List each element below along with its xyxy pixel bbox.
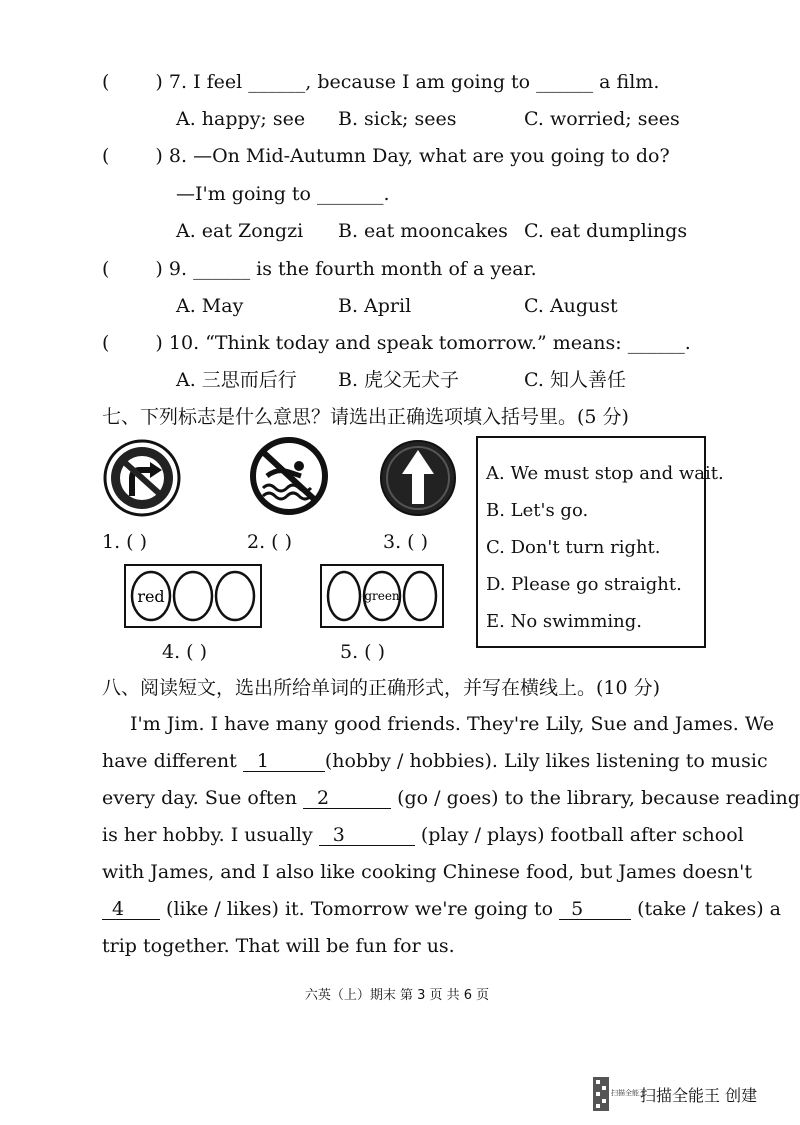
question-10	[102, 331, 691, 355]
green-light-label: green	[364, 589, 400, 603]
option-c: C. eat dumplings	[524, 220, 688, 242]
option-a: A. 三思而后行	[176, 369, 297, 391]
sign-1-label: 1. ( )	[102, 531, 148, 553]
answer-paren-close: )	[155, 71, 163, 93]
sign-2-label: 2. ( )	[247, 531, 293, 553]
question-7	[102, 70, 659, 94]
question-number: 10.	[168, 332, 200, 354]
scanner-logo-text: 扫描全能王	[611, 1089, 646, 1097]
question-number: 7.	[168, 71, 188, 93]
sign-5-label: 5. ( )	[340, 641, 386, 663]
red-light-label: red	[137, 587, 165, 606]
question-9	[102, 257, 537, 281]
option-b: B. 虎父无犬子	[338, 369, 460, 391]
scanner-logo-icon	[593, 1077, 646, 1111]
blank-1[interactable]: 1	[243, 751, 325, 772]
question-stem: “Think today and speak tomorrow.” means: ______.	[205, 332, 691, 354]
question-number: 8.	[168, 145, 188, 167]
option-c: C. August	[524, 295, 618, 317]
question-stem: I feel ______, because I am going to ______ a film.	[193, 71, 660, 93]
passage-line-3: every day. Sue often 2 (go / goes) to the library, because reading	[102, 787, 800, 809]
choice-a: A. We must stop and wait.	[486, 463, 724, 484]
option-a: A. happy; see	[176, 108, 306, 130]
traffic-light-green	[320, 564, 444, 628]
question-8	[102, 144, 670, 168]
choice-d: D. Please go straight.	[486, 574, 682, 595]
scanner-label: 扫描全能王 创建	[640, 1086, 758, 1105]
sign-choices-box	[476, 436, 724, 648]
blank-4[interactable]: 4	[102, 899, 160, 920]
passage-line-2: have different 1 (hobby / hobbies). Lily likes listening to music	[102, 750, 768, 772]
option-c: C. worried; sees	[524, 108, 680, 130]
question-number: 9.	[168, 258, 188, 280]
page-footer: 六英（上）期末 第 3 页 共 6 页	[304, 988, 490, 1003]
passage-line-1: I'm Jim. I have many good friends. They're Lily, Sue and James. We	[130, 713, 775, 735]
question-stem: ______ is the fourth month of a year.	[193, 258, 537, 280]
blank-2[interactable]: 2	[303, 788, 391, 809]
section-7-heading: 七、下列标志是什么意思？请选出正确选项填入括号里。(5 分)	[102, 406, 629, 428]
option-b: B. eat mooncakes	[338, 220, 508, 242]
question-8-reply: —I'm going to _______.	[176, 183, 390, 205]
answer-paren-open: (	[102, 258, 110, 280]
answer-paren-close: )	[155, 258, 163, 280]
blank-5[interactable]: 5	[559, 899, 631, 920]
no-swimming-sign-icon	[249, 436, 329, 516]
answer-paren-open: (	[102, 71, 110, 93]
sign-3-label: 3. ( )	[383, 531, 429, 553]
option-b: B. April	[338, 295, 412, 317]
option-c: C. 知人善任	[524, 369, 626, 391]
option-b: B. sick; sees	[338, 108, 457, 130]
go-straight-sign-icon	[378, 438, 458, 518]
passage-line-5: with James, and I also like cooking Chinese food, but James doesn't	[102, 861, 753, 883]
traffic-light-lamps-icon	[322, 566, 441, 625]
option-a: A. eat Zongzi	[176, 220, 304, 242]
answer-paren-close: )	[155, 332, 163, 354]
option-a: A. May	[176, 295, 244, 317]
no-right-turn-sign-icon	[102, 438, 182, 518]
blank-3[interactable]: 3	[319, 825, 415, 846]
answer-paren-close: )	[155, 145, 163, 167]
traffic-light-lamps-icon	[126, 566, 259, 625]
passage-line-7: trip together. That will be fun for us.	[102, 935, 455, 957]
sign-4-label: 4. ( )	[162, 641, 208, 663]
choice-b: B. Let's go.	[486, 500, 589, 521]
traffic-light-red	[124, 564, 262, 628]
passage-line-4: is her hobby. I usually 3 (play / plays) football after school	[102, 824, 744, 846]
answer-paren-open: (	[102, 332, 110, 354]
choice-e: E. No swimming.	[486, 611, 643, 632]
passage-line-6: 4 (like / likes) it. Tomorrow we're going to 5 (take / takes) a	[102, 897, 781, 921]
question-stem: —On Mid-Autumn Day, what are you going to do?	[193, 145, 670, 167]
section-8-heading: 八、阅读短文，选出所给单词的正确形式，并写在横线上。(10 分)	[102, 677, 661, 699]
answer-paren-open: (	[102, 145, 110, 167]
choice-c: C. Don't turn right.	[486, 537, 661, 558]
